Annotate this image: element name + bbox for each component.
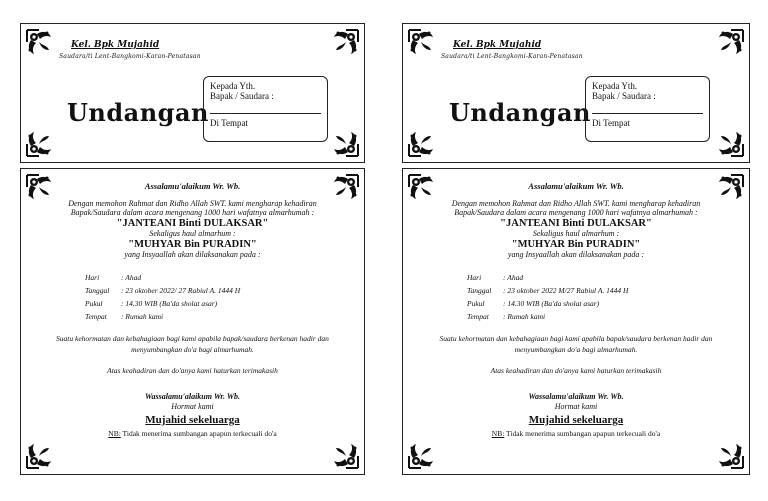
addr-line: Bapak / Saudara : [592, 91, 656, 101]
family-subtitle: Saudara/ti Lent-Bangkomi-Karan-Penatasan [441, 53, 583, 60]
event-details [85, 271, 344, 323]
greeting: Assalamu'alaikum Wr. Wb. [144, 181, 241, 191]
deceased-name: "MUHYAR Bin PURADIN" [128, 239, 257, 250]
thanks-paragraph: Atas keahadiran dan do'anya kami haturkan terimakasih [490, 366, 662, 375]
ornament-icon [407, 28, 437, 58]
detail-value: : 14.30 WIB (Ba'da sholat asar) [121, 299, 218, 308]
schedule-intro: yang Insyaallah akan dilaksanakan pada : [124, 250, 261, 259]
honor-paragraph: Suatu kehormatan dan kebahagiaan bagi kami apabila bapak/saudara berkenan hadir dan menyumbangkan do'a bagi almarhumah. [439, 334, 713, 354]
invitation-title: Undangan [449, 98, 591, 127]
ornament-icon [25, 28, 55, 58]
detail-key: Pukul [467, 299, 485, 308]
detail-key: Hari [467, 273, 482, 282]
honor-paragraph: Suatu kehormatan dan kebahagiaan bagi kami apabila bapak/saudara berkenan hadir dan menyumbangkan do'a bagi almarhumah. [56, 334, 329, 354]
detail-value: : Ahad [503, 273, 524, 282]
ornament-icon [330, 28, 360, 58]
family-name: Kel. Bpk Mujahid [71, 40, 160, 50]
ornament-icon [715, 440, 745, 470]
intro-line: Dengan memohon Rahmat dan Ridho Allah SWT. kami mengharap kehadiran [451, 199, 701, 208]
ornament-icon [25, 128, 55, 158]
family-subtitle: Saudara/ti Lent-Bangkomi-Karan-Penatasan [59, 53, 201, 60]
signature: Mujahid sekeluarga [145, 414, 240, 426]
deceased-name: "JANTEANI Binti DULAKSAR" [116, 218, 269, 229]
addr-underline [592, 113, 703, 114]
detail-value: : 23 oktober 2022/ 27 Rabiul A. 1444 H [121, 286, 241, 295]
intro-line: Bapak/Saudara dalam acara mengenang 1000 hari wafatnya almarhumah : [454, 208, 698, 217]
intro-line: Bapak/Saudara dalam acara mengenang 1000 hari wafatnya almarhumah : [70, 208, 315, 217]
right-envelope-card [402, 23, 750, 163]
addr-line: Di Tempat [210, 118, 248, 128]
closing-greeting: Wassalamu'alaikum Wr. Wb. [145, 392, 240, 401]
right-invitation-body [402, 168, 750, 475]
nb-text: Tidak menerima sumbangan apapun terkecuali do'a [506, 429, 661, 438]
addr-underline [210, 113, 321, 114]
ornament-icon [330, 440, 360, 470]
nb-label: NB: [108, 429, 121, 438]
address-box [585, 76, 710, 142]
detail-key: Tanggal [467, 286, 492, 295]
event-details [467, 271, 729, 323]
deceased-name: "MUHYAR Bin PURADIN" [511, 239, 641, 250]
ornament-icon [407, 128, 437, 158]
signature: Mujahid sekeluarga [528, 414, 624, 426]
nb-note [41, 429, 344, 438]
nb-note [423, 429, 729, 438]
addr-line: Kepada Yth. [592, 81, 638, 91]
left-envelope-card [20, 23, 365, 163]
detail-key: Tempat [85, 312, 107, 321]
intro-line: Dengan memohon Rahmat dan Ridho Allah SWT. kami mengharap kehadiran [68, 199, 317, 208]
addr-line: Kepada Yth. [210, 81, 256, 91]
sekaligus-line: Sekaligus haul almarhum : [532, 229, 620, 238]
hormat-line: Hormat kami [554, 402, 598, 411]
greeting: Assalamu'alaikum Wr. Wb. [528, 181, 624, 191]
family-name: Kel. Bpk Mujahid [453, 40, 542, 50]
ornament-icon [715, 128, 745, 158]
address-box [203, 76, 328, 142]
detail-key: Tanggal [85, 286, 110, 295]
left-invitation-body [20, 168, 365, 475]
detail-key: Pukul [85, 299, 103, 308]
ornament-icon [715, 28, 745, 58]
detail-value: : 23 oktober 2022 M/27 Rabiul A. 1444 H [503, 286, 629, 295]
detail-key: Hari [85, 273, 100, 282]
detail-key: Tempat [467, 312, 489, 321]
sekaligus-line: Sekaligus haul almarhum : [149, 229, 236, 238]
nb-text: Tidak menerima sumbangan apapun terkecuali do'a [122, 429, 277, 438]
addr-line: Di Tempat [592, 118, 630, 128]
schedule-intro: yang Insyaallah akan dilaksanakan pada : [507, 250, 645, 259]
detail-value: : Ahad [121, 273, 142, 282]
nb-label: NB: [491, 429, 505, 438]
ornament-icon [407, 440, 437, 470]
detail-value: : Rumah kami [121, 312, 164, 321]
thanks-paragraph: Atas keahadiran dan do'anya kami haturkan terimakasih [107, 366, 278, 375]
closing-greeting: Wassalamu'alaikum Wr. Wb. [528, 392, 624, 401]
ornament-icon [25, 440, 55, 470]
ornament-icon [330, 128, 360, 158]
addr-line: Bapak / Saudara : [210, 91, 274, 101]
detail-value: : Rumah kami [503, 312, 546, 321]
hormat-line: Hormat kami [171, 402, 214, 411]
deceased-name: "JANTEANI Binti DULAKSAR" [500, 218, 652, 229]
detail-value: : 14.30 WIB (Ba'da sholat asar) [503, 299, 600, 308]
invitation-title: Undangan [67, 98, 209, 127]
